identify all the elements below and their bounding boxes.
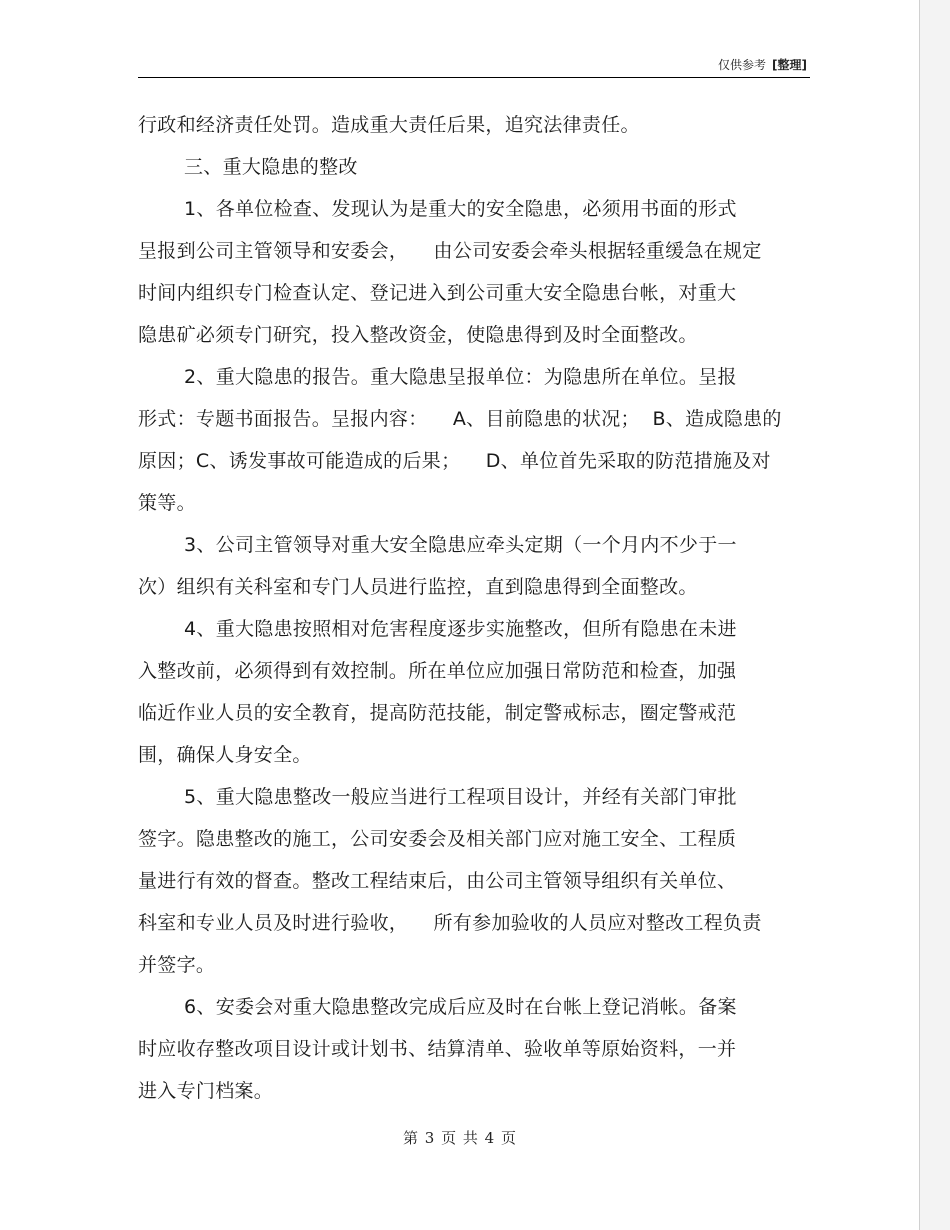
body-line: 进入专门档案。 (138, 1080, 274, 1102)
body-line: 次）组织有关科室和专门人员进行监控，直到隐患得到全面整改。 (138, 576, 698, 598)
body-line: 5、重大隐患整改一般应当进行工程项目设计，并经有关部门审批 (184, 786, 737, 808)
body-line: 6、安委会对重大隐患整改完成后应及时在台帐上登记消帐。备案 (184, 996, 737, 1018)
body-line: 时应收存整改项目设计或计划书、结算清单、验收单等原始资料，一并 (138, 1038, 737, 1060)
body-line: 3、公司主管领导对重大安全隐患应牵头定期（一个月内不少于一 (184, 534, 737, 556)
body-line: 呈报到公司主管领导和安委会， 由公司安委会牵头根据轻重缓急在规定 (138, 240, 762, 262)
body-line: 隐患矿必须专门研究，投入整改资金，使隐患得到及时全面整改。 (138, 324, 698, 346)
body-line: 4、重大隐患按照相对危害程度逐步实施整改，但所有隐患在未进 (184, 618, 737, 640)
body-line: 临近作业人员的安全教育，提高防范技能，制定警戒标志，圈定警戒范 (138, 702, 737, 724)
header-note-text: 仅供参考 (718, 58, 767, 72)
body-line: 围，确保人身安全。 (138, 744, 312, 766)
section-heading: 三、重大隐患的整改 (184, 156, 358, 178)
body-line: 科室和专业人员及时进行验收， 所有参加验收的人员应对整改工程负责 (138, 912, 762, 934)
body-line: 量进行有效的督查。整改工程结束后，由公司主管领导组织有关单位、 (138, 870, 737, 892)
page-footer: 第 3 页 共 4 页 (403, 1129, 517, 1147)
header-tag: [整理] (772, 58, 807, 72)
header-note (718, 56, 807, 73)
document-body (138, 104, 818, 1112)
body-line: 并签字。 (138, 954, 216, 976)
body-line: 时间内组织专门检查认定、登记进入到公司重大安全隐患台帐，对重大 (138, 282, 737, 304)
body-line: 入整改前，必须得到有效控制。所在单位应加强日常防范和检查，加强 (138, 660, 737, 682)
header-rule (138, 77, 810, 78)
body-line: 1、各单位检查、发现认为是重大的安全隐患，必须用书面的形式 (184, 198, 737, 220)
body-line: 策等。 (138, 492, 196, 514)
body-line: 形式：专题书面报告。呈报内容： A、目前隐患的状况； B、造成隐患的 (138, 408, 782, 430)
body-line: 行政和经济责任处罚。造成重大责任后果，追究法律责任。 (138, 114, 640, 136)
body-line: 签字。隐患整改的施工，公司安委会及相关部门应对施工安全、工程质 (138, 828, 737, 850)
body-line: 2、重大隐患的报告。重大隐患呈报单位：为隐患所在单位。呈报 (184, 366, 737, 388)
body-line: 原因；C、诱发事故可能造成的后果； D、单位首先采取的防范措施及对 (138, 450, 771, 472)
